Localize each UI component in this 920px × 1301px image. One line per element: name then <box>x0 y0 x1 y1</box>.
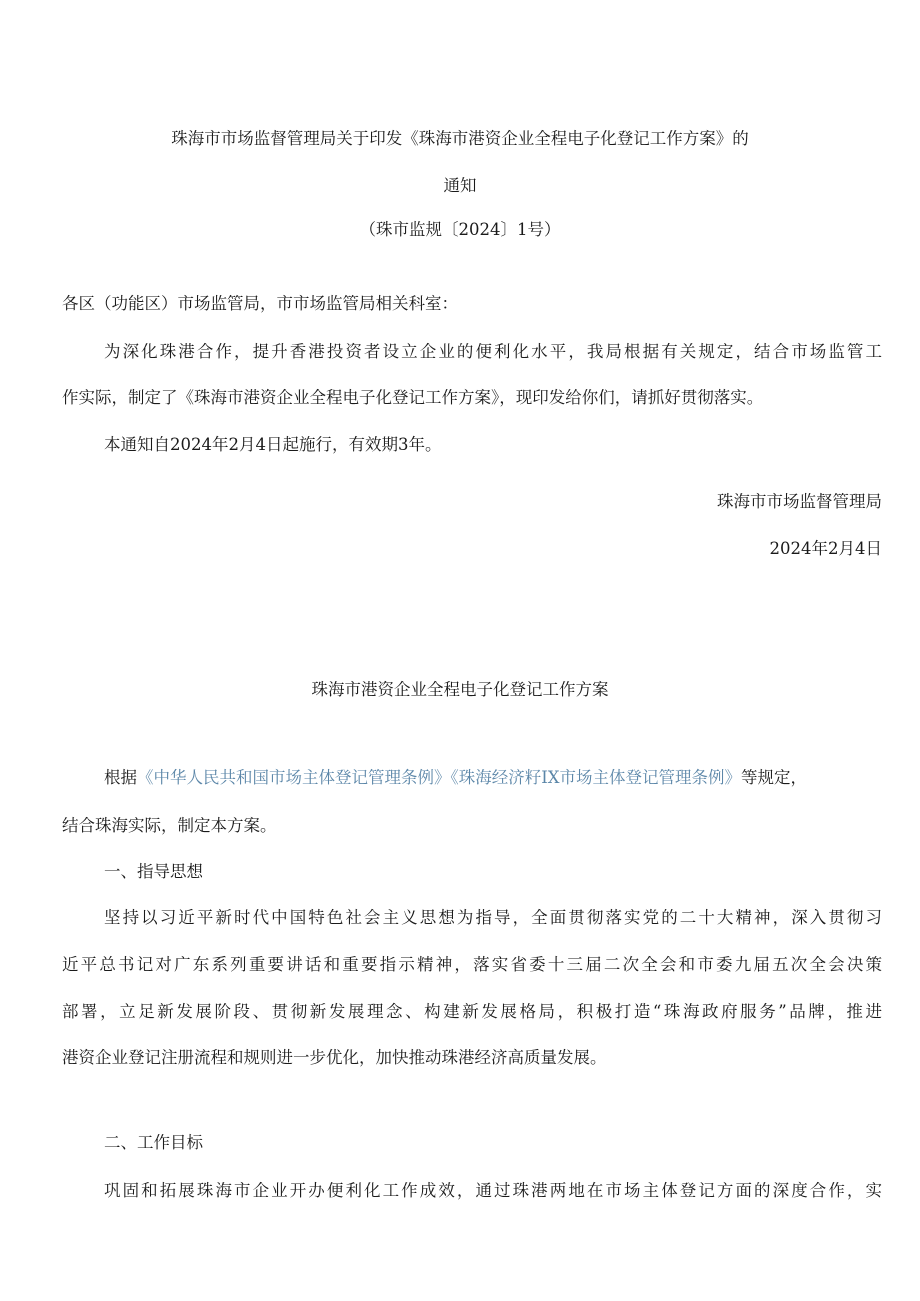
notice-paragraph-2: 本通知自2024年2月4日起施行，有效期3年。 <box>104 435 442 454</box>
notice-title-line2: 通知 <box>443 176 477 195</box>
notice-paragraph-1-line2: 作实际，制定了《珠海市港资企业全程电子化登记工作方案》，现印发给你们，请抓好贯彻落实。 <box>62 388 764 407</box>
regulation-link-2[interactable]: 《珠海经济籽IX市场主体登记管理条例》 <box>450 768 742 787</box>
notice-date: 2024年2月4日 <box>769 539 882 558</box>
notice-title-line1: 珠海市市场监督管理局关于印发《珠海市港资企业全程电子化登记工作方案》的 <box>171 129 749 148</box>
regulation-link-1[interactable]: 《中华人民共和国市场主体登记管理条例》 <box>137 768 451 787</box>
plan-intro-line2: 结合珠海实际，制定本方案。 <box>62 816 277 835</box>
section1-line2: 近平总书记对广东系列重要讲话和重要指示精神，落实省委十三届二次全会和市委九届五次全会决策 <box>62 955 882 974</box>
section2-heading: 二、工作目标 <box>104 1133 203 1152</box>
plan-intro-line1 <box>104 767 807 789</box>
plan-title: 珠海市港资企业全程电子化登记工作方案 <box>311 680 609 699</box>
section1-line4: 港资企业登记注册流程和规则进一步优化，加快推动珠港经济高质量发展。 <box>62 1048 607 1067</box>
section1-line3: 部署，立足新发展阶段、贯彻新发展理念、构建新发展格局，积极打造“珠海政府服务”品牌，推进 <box>62 1002 882 1021</box>
section1-heading: 一、指导思想 <box>104 862 203 881</box>
signature: 珠海市市场监督管理局 <box>717 492 882 511</box>
intro-prefix: 根据 <box>104 768 137 787</box>
section2-line1: 巩固和拓展珠海市企业开办便利化工作成效，通过珠港两地在市场主体登记方面的深度合作，实 <box>104 1181 882 1200</box>
addressee: 各区（功能区）市场监管局，市市场监管局相关科室： <box>62 294 458 313</box>
doc-number: （珠市监规〔2024〕1号） <box>359 220 561 239</box>
section1-line1: 坚持以习近平新时代中国特色社会主义思想为指导，全面贯彻落实党的二十大精神，深入贯彻习 <box>104 908 882 927</box>
notice-paragraph-1-line1: 为深化珠港合作，提升香港投资者设立企业的便利化水平，我局根据有关规定，结合市场监管工 <box>104 342 882 361</box>
intro-suffix: 等规定， <box>741 768 808 787</box>
